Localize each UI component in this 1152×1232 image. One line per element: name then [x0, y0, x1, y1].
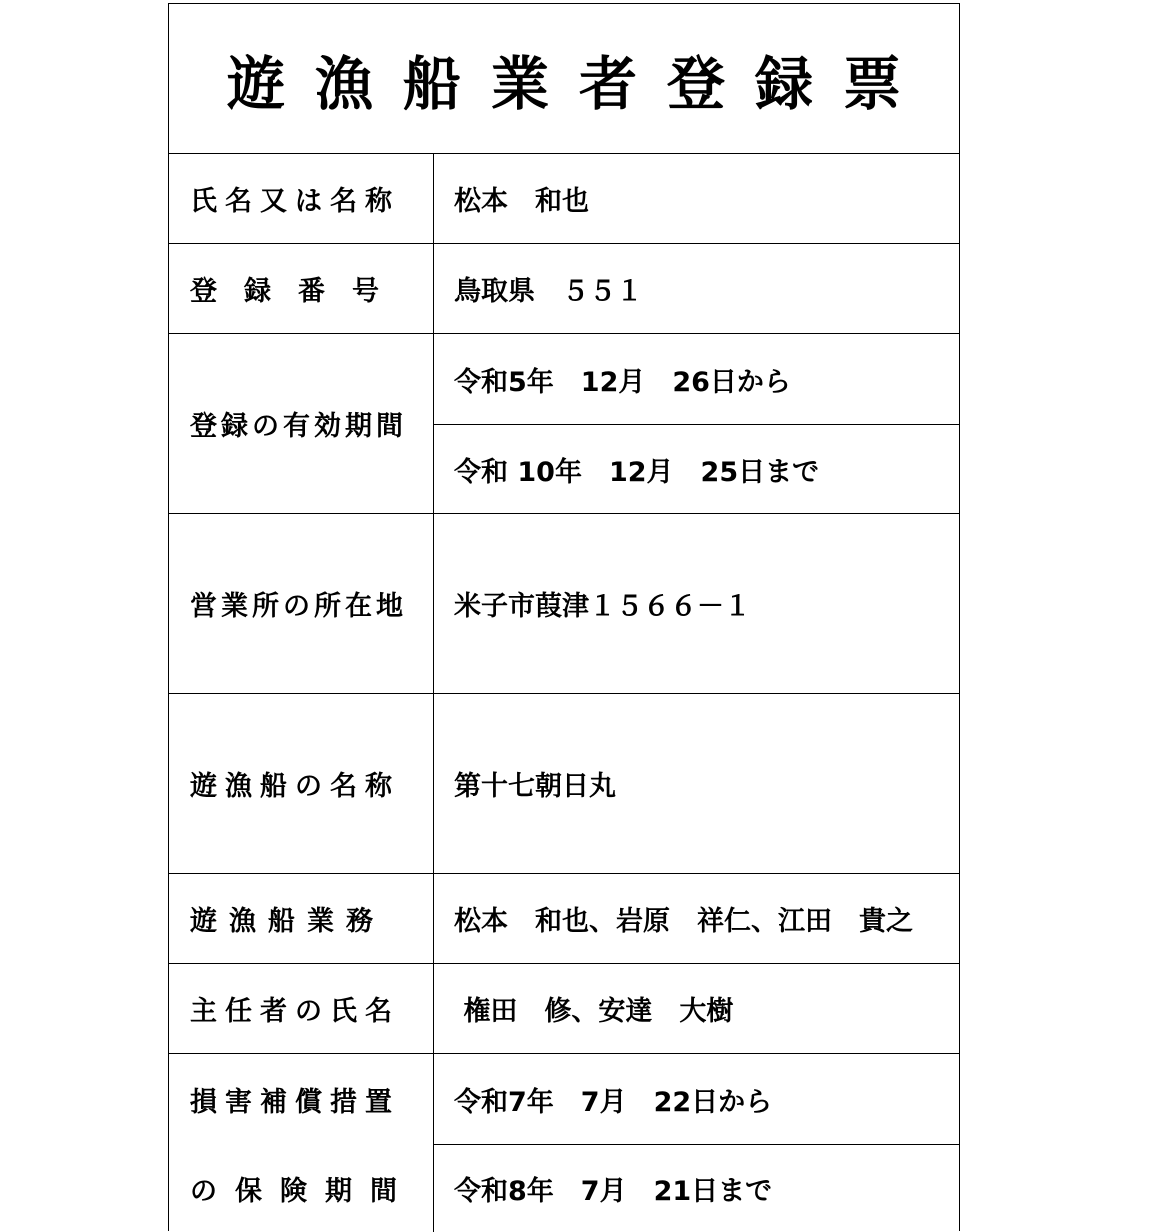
- label-cell: [169, 1144, 433, 1232]
- label-cell: [169, 514, 433, 693]
- insurance-from: 令和7年 7月 22日から: [454, 1086, 773, 1118]
- label-cell: [169, 1054, 433, 1144]
- reg-no-label: 登 録 番 号: [190, 276, 379, 307]
- value-cell: [434, 1054, 959, 1144]
- value-cell: [434, 244, 959, 333]
- label-cell: [169, 154, 433, 243]
- business-value: 松本 和也、岩原 祥仁、江田 貴之: [454, 906, 913, 937]
- validity-from: 令和5年 12月 26日から: [454, 366, 791, 398]
- name-label: 氏名又は名称: [190, 186, 400, 217]
- row-validity: [169, 334, 959, 514]
- row-business: [169, 874, 959, 964]
- value-cell: [434, 964, 959, 1053]
- title-box: [169, 4, 959, 154]
- value-cell: [434, 514, 959, 693]
- boat-label: 遊漁船の名称: [190, 771, 400, 802]
- reg-no-value: 鳥取県 ５５１: [454, 276, 643, 307]
- value-cell: [434, 154, 959, 243]
- label-cell: [169, 334, 433, 513]
- office-value: 米子市葭津１５６６－１: [454, 591, 751, 622]
- row-manager: [169, 964, 959, 1054]
- row-boat: [169, 694, 959, 874]
- name-value: 松本 和也: [454, 186, 589, 217]
- manager-value: 権田 修、安達 大樹: [454, 996, 734, 1027]
- value-cell: [434, 1144, 959, 1232]
- validity-label: 登録の有効期間: [190, 411, 407, 442]
- value-cell: [434, 424, 959, 514]
- boat-value: 第十七朝日丸: [454, 771, 616, 802]
- insurance-to: 令和8年 7月 21日まで: [454, 1175, 773, 1207]
- insurance-label-2: の保険期間: [190, 1175, 415, 1207]
- label-cell: [169, 964, 433, 1053]
- business-label: 遊漁船業務: [190, 906, 385, 937]
- registration-sheet: [168, 3, 960, 1231]
- insurance-label-1: 損害補償措置: [190, 1086, 400, 1118]
- label-cell: [169, 694, 433, 873]
- row-office: [169, 514, 959, 694]
- manager-label: 主任者の氏名: [190, 996, 400, 1027]
- page-title: 遊漁船業者登録票: [226, 49, 931, 118]
- office-label: 営業所の所在地: [190, 591, 407, 622]
- validity-to: 令和 10年 12月 25日まで: [454, 456, 820, 488]
- row-reg-no: [169, 244, 959, 334]
- value-cell: [434, 874, 959, 963]
- label-cell: [169, 244, 433, 333]
- label-cell: [169, 874, 433, 963]
- row-name: [169, 154, 959, 244]
- value-cell: [434, 694, 959, 873]
- value-cell: [434, 334, 959, 424]
- row-insurance: [169, 1054, 959, 1232]
